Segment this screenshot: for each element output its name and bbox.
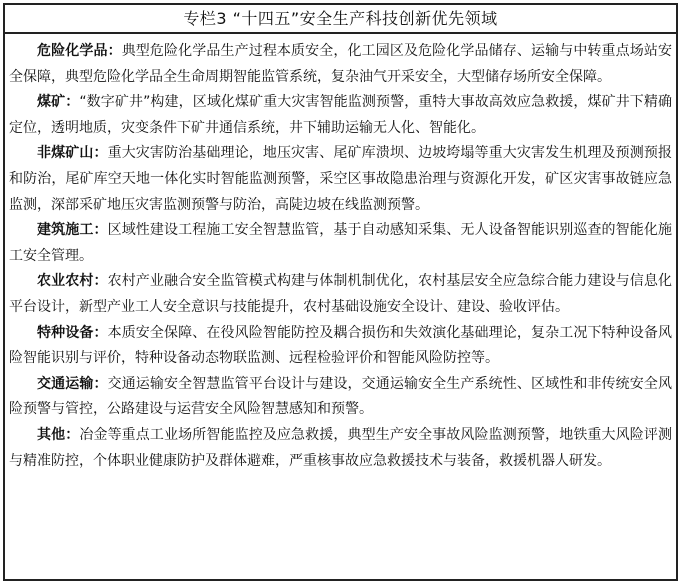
section-term: 特种设备： <box>37 324 108 341</box>
section-text: 重大灾害防治基础理论，地压灾害、尾矿库溃坝、边坡垮塌等重大灾害发生机理及预测预报和防治，尾矿库空天地一体化实时智能监测预警，采空区事故隐患治理与资源化开发，矿区灾害事故链应急监测，深部采矿地压灾害监测预警与防治，高陡边坡在线监测预警。 <box>9 145 673 213</box>
section-text: 交通运输安全智慧监管平台设计与建设，交通运输安全生产系统性、区域性和非传统安全风险预警与管控，公路建设与运营安全风险智慧感知和预警。 <box>9 375 673 418</box>
column-title: 专栏3 “十四五”安全生产科技创新优先领域 <box>5 5 676 34</box>
section-text: 本质安全保障、在役风险智能防控及耦合损伤和失效演化基础理论，复杂工况下特种设备风险智能识别与评价，特种设备动态物联监测、远程检验评价和智能风险防控等。 <box>9 324 673 367</box>
section-term: 农业农村： <box>37 273 108 290</box>
section-term: 其他： <box>37 426 80 443</box>
section-text: “数字矿井”构建，区域化煤矿重大灾害智能监测预警，重特大事故高效应急救援，煤矿井下精确定位，透明地质，灾变条件下矿井通信系统，井下辅助运输无人化、智能化。 <box>9 94 673 136</box>
section-coal-mine <box>9 90 672 141</box>
section-term: 建筑施工： <box>37 222 108 239</box>
section-transportation <box>9 372 672 423</box>
section-hazardous-chemicals <box>9 39 672 90</box>
section-text: 冶金等重点工业场所智能监控及应急救援，典型生产安全事故风险监测预警，地铁重大风险评测与精准防控，个体职业健康防护及群体避难，严重核事故应急救援技术与装备，救援机器人研发。 <box>9 426 673 469</box>
column-box <box>3 3 678 581</box>
section-term: 煤矿： <box>37 94 80 111</box>
section-construction <box>9 218 672 269</box>
section-term: 交通运输： <box>37 375 108 392</box>
section-text: 农村产业融合安全监管模式构建与体制机制优化，农村基层安全应急综合能力建设与信息化平台设计，新型产业工人安全意识与技能提升，农村基础设施安全设计、建设、验收评估。 <box>9 273 673 315</box>
section-term: 非煤矿山： <box>37 145 108 162</box>
section-agriculture <box>9 269 672 320</box>
section-term: 危险化学品： <box>37 43 122 59</box>
column-content <box>9 39 672 474</box>
section-special-equipment <box>9 321 672 372</box>
section-text: 典型危险化学品生产过程本质安全，化工园区及危险化学品储存、运输与中转重点场站安全保障，典型危险化学品全生命周期智能监管系统，复杂油气开采安全，大型储存场所安全保障。 <box>9 43 673 85</box>
section-text: 区域性建设工程施工安全智慧监管，基于自动感知采集、无人设备智能识别巡查的智能化施工安全管理。 <box>9 222 673 264</box>
section-other <box>9 423 672 474</box>
section-non-coal-mine <box>9 141 672 218</box>
